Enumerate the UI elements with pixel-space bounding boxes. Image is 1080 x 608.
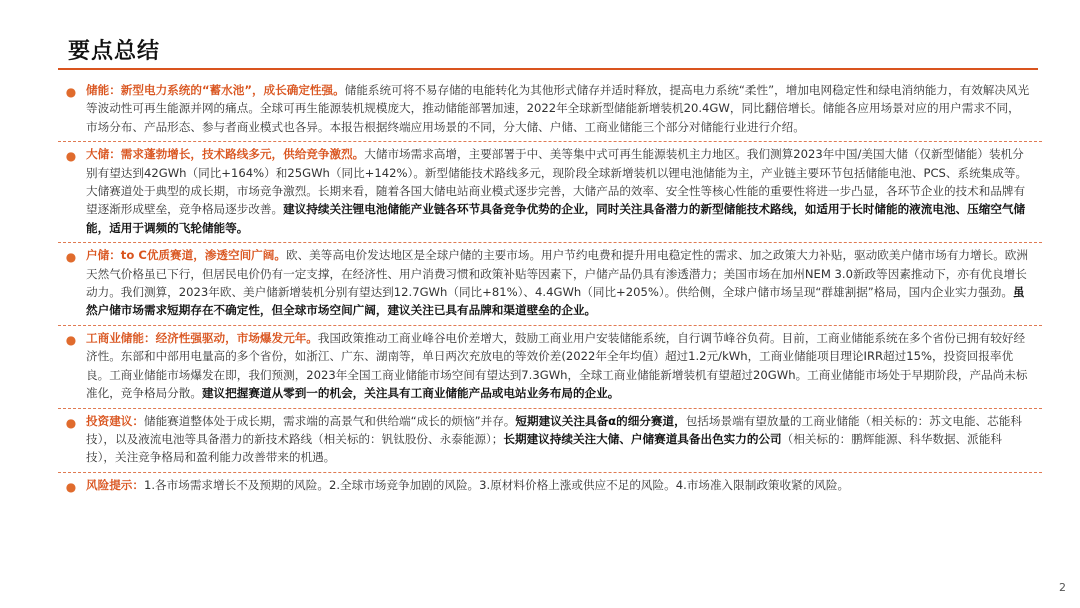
page-number: 2 — [1059, 581, 1066, 594]
section-recommendation: 建议持续关注锂电池储能产业链各环节具备竞争优势的企业，同时关注具备潜力的新型储能技术路线，如适用于长时储能的液流电池、压缩空气储能，适用于调频的飞轮储能等。 — [86, 202, 1026, 235]
section-body: 欧、美等高电价发达地区是全球户储的主要市场。用户节约电费和提升用电稳定性的需求、加之政策大力补贴，驱动欧美户储市场有力增长。欧洲天然气价格虽已下行，但居民电价仍有一定支撑，在经济性、用户消费习惯和政策补贴等因素下，户储产品仍具有渗透潜力；美国市场在加州NEM 3.0新政等因素推动下，亦有优良增长动力。我们测算，2023年欧、美户储新增装机分别有望达到12.7GWh（同比+81%）、4.4GWh（同比+205%）。供给侧，全球户储市场呈现“群雄割据”格局，国内企业实力强劲。 — [86, 248, 1028, 300]
title-divider — [58, 68, 1038, 70]
section-recommendation: 虽然户储市场需求短期存在不确定性，但全球市场空间广阔，建议关注已具有品牌和渠道壁垒的企业。 — [86, 285, 1025, 318]
section-risk-warning — [58, 473, 1042, 496]
bullet-icon: ● — [65, 149, 77, 164]
section-body: 储能赛道整体处于成长期，需求端的高景气和供给端“成长的烦恼”并存。 — [143, 413, 516, 428]
section-commercial-storage — [58, 326, 1042, 409]
bullet-icon: ● — [65, 250, 77, 265]
section-household-storage — [58, 243, 1042, 326]
section-body: 储能系统可将不易存储的电能转化为其他形式储存并适时释放，提高电力系统“柔性”，增加电网稳定性和绿电消纳能力，有效解决风光等波动性可再生能源并网的痛点。全球可再生能源装机规模庞大，推动储能部署加速，2022年全球新型储能新增装机20.4GW，同比翻倍增长。储能各应用场景对应的用户需求不同，市场分布、产品形态、参与者商业模式也各异。本报告根据终端应用场景的不同，分大储、户储、工商业储能三个部分对储能行业进行介绍。 — [86, 83, 1030, 134]
bullet-icon: ● — [65, 415, 77, 430]
section-lead: 大储：需求蓬勃增长，技术路线多元，供给竞争激烈。 — [86, 147, 365, 162]
section-lead: 风险提示： — [86, 477, 144, 492]
section-body: 1.各市场需求增长不及预期的风险。2.全球市场竞争加剧的风险。3.原材料价格上涨或供应不足的风险。4.市场准入限制政策收紧的风险。 — [143, 477, 850, 492]
section-lead: 投资建议： — [86, 413, 144, 428]
section-lead: 储能：新型电力系统的“蓄水池”，成长确定性强。 — [86, 83, 345, 97]
long-term-targets: （相关标的：鹏辉能源、科华数据、派能科技），关注竞争格局和盈利能力改善带来的机遇。 — [86, 431, 1002, 465]
section-body: 我国政策推动工商业峰谷电价差增大，鼓励工商业用户安装储能系统，自行调节峰谷负荷。目前，工商业储能系统在多个省份已拥有较好经济性。东部和中部用电量高的多个省份，如浙江、广东、湖南等，单日两次充放电的等效价差(2022年全年均值）超过1.2元/kWh，工商业储能项目理论IRR超过15%，投资回报率优良。工商业储能市场爆发在即，我们预测，2023年全国工商业储能市场空间有望达到7.3GWh，全球工商业储能新增装机有望超过20GWh。工商业储能市场处于早期阶段，产品尚未标准化，竞争格局分散。 — [86, 330, 1028, 401]
bullet-icon: ● — [65, 85, 77, 99]
bullet-icon: ● — [65, 479, 77, 494]
short-term-targets: 包括场景端有望放量的工商业储能（相关标的：苏文电能、芯能科技），以及液流电池等具备潜力的新技术路线（相关标的：钒钛股份、永泰能源）； — [86, 413, 1022, 446]
section-body: 大储市场需求高增，主要部署于中、美等集中式可再生能源装机主力地区。我们测算2023年中国/美国大储（仅新型储能）装机分别有望达到42GWh（同比+164%）和25GWh（同比+142%）。新型储能技术路线多元，现阶段全球新增装机以锂电池储能为主，产业链主要环节包括储能电池、PCS、系统集成等。大储赛道处于典型的成长期，市场竞争激烈。长期来看，随着各国大储电站商业模式逐步完善，大储产品的效率、安全性等核心性能的重要性将进一步凸显，各环节企业的技术和品牌有望逐渐形成壁垒，竞争格局逐步改善。 — [86, 147, 1028, 217]
section-large-storage — [58, 142, 1042, 243]
section-energy-storage — [58, 78, 1042, 142]
section-recommendation: 建议把握赛道从零到一的机会，关注具有工商业储能产品或电站业务布局的企业。 — [201, 386, 620, 401]
bullet-icon: ● — [65, 332, 77, 347]
summary-list — [58, 78, 1042, 496]
section-investment-advice — [58, 409, 1042, 473]
short-term-advice: 短期建议关注具备α的细分赛道， — [515, 413, 686, 428]
section-lead: 户储：to C优质赛道，渗透空间广阔。 — [86, 248, 286, 263]
page-title: 要点总结 — [68, 39, 161, 64]
section-lead: 工商业储能：经济性强驱动，市场爆发元年。 — [86, 330, 318, 345]
long-term-advice: 长期建议持续关注大储、户储赛道具备出色实力的公司 — [503, 431, 782, 446]
